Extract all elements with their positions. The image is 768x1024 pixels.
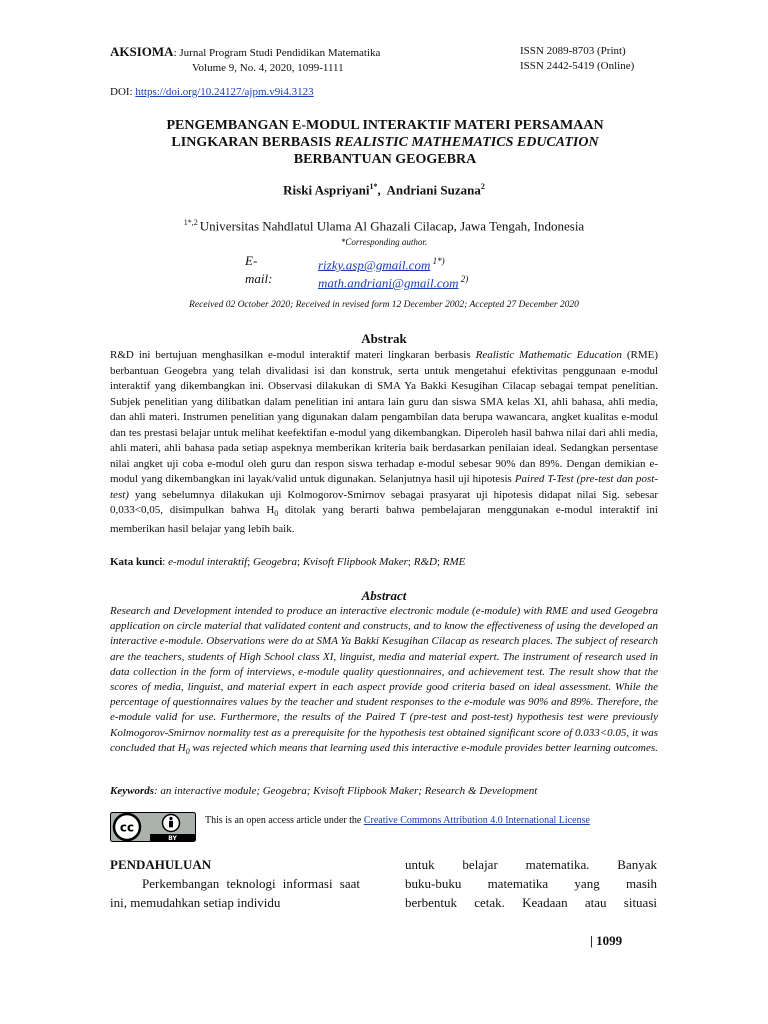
kata-kunci-semi: ; xyxy=(297,556,303,568)
abstrak-part-4: ditolak yang berarti bahwa pembelajaran menggunakan e-modul interaktif ini memberikan hasil belajar yang lebih baik. xyxy=(110,504,658,535)
journal-header-right xyxy=(520,44,634,74)
kata-kunci-semi: ; xyxy=(407,556,414,568)
intro-right-line-1: untuk belajar matematika. Banyak xyxy=(405,857,657,872)
cc-badge-text: cc xyxy=(119,820,135,835)
kata-kunci-2: Geogebra xyxy=(253,556,298,568)
cc-by-license-icon[interactable] xyxy=(110,812,196,842)
corresponding-author-note: *Corresponding author. xyxy=(340,237,428,247)
body-left-column xyxy=(110,855,360,912)
section-heading-pendahuluan: PENDAHULUAN xyxy=(110,857,212,872)
doi-label: DOI: xyxy=(110,86,136,98)
abstrak-part-2: (RME) berbantuan Geogebra yang telah divalidasi isi dan konstruk, serta untuk mengetahui efektivitas penggunaan e-modul interaktif yang dikembangkan ini. Observasi dilakukan di SMA Ya Bakki Kesugihan Cilacap sebagai tempat penelitian. Subjek penelitian yang dilibatkan dalam penelitian ini antara lain guru dan siswa SMA kelas XI, ahli bahasa, ahli media, dan ahli materi. Instrumen penelitian yang digunakan dalam pengambilan data berupa wawancara, angket kualitas e-modul dan tes prestasi belajar untuk melihat keefektifan e-modul yang dikembangkan. Diperoleh hasil bahwa nilai dari ahli media, ahli materi, ahli bahasa pada setiap aspeknya memberikan kriteria baik berdasarkan penilaian ideal. Sedangkan persentase nilai angket uji coba e-modul oleh guru dan respon siswa terhadap e-modul sebesar 90% dan 89%. Dengan demikian e-modul yang dikembangkan ini layak/valid untuk digunakan. Selanjutnya hasil uji hipotesis xyxy=(110,349,658,485)
intro-paragraph-left: Perkembangan teknologi informasi saat ini, memudahkan setiap individu xyxy=(110,876,360,910)
abstrak-italic-2: Paired T-Test (pre-test dan post-test) xyxy=(110,473,658,501)
abstrak-body xyxy=(110,348,658,537)
issn-online: ISSN 2442-5419 (Online) xyxy=(520,60,635,72)
author-2: Andriani Suzana xyxy=(386,182,481,198)
journal-header xyxy=(110,44,670,78)
kata-kunci-label: Kata kunci xyxy=(110,556,163,568)
kata-kunci-semi: ; xyxy=(247,556,254,568)
abstract-part-1: Research and Development intended to produce an interactive electronic module (e-module) with RME and used Geogebra application on circle material that validated content and constructs, and to know the effectiveness of using the developed an interactive e-module. Observations were do at SMA Ya Bakki Kesugihan Cilacap as research places. The subject of research are the teachers, students of High School class XI, linguist, media and material expert. The instrument of research used in data collection in the form of interviews, e-module quality questionnaires, and achievement test. The result show that the scores of media, linguist, and material expert in each aspect provide good criteria based on ideal assessment. While the percentage of questionnaires values by the teacher and student responses to the e-module was 90% and 89%. Therefore, the e-module valid for use. Furthermore, the results of the Paired T (pre-test and post-test) hypothesis test were previously Kolmogorov-Smirnov normality test as a prerequisite for the hypothesis test obtained significant score of 0.033<0.05, it was concluded that H xyxy=(110,605,658,754)
abstrak-sub: 0 xyxy=(274,509,279,519)
keywords xyxy=(110,785,658,797)
page-number: | 1099 xyxy=(590,933,623,948)
abstrak-part-1: R&D ini bertujuan menghasilkan e-modul interaktif materi lingkaran berbasis xyxy=(110,349,476,361)
email-label: E-mail: xyxy=(245,253,273,286)
affiliation xyxy=(0,218,768,234)
license-text: This is an open access article under the xyxy=(205,815,364,826)
abstrak-italic-1: Realistic Mathematic Education xyxy=(475,349,622,361)
intro-right-line-3: berbentuk cetak. Keadaan atau situasi xyxy=(405,895,657,910)
keywords-label: Keywords xyxy=(110,785,154,797)
authors xyxy=(0,182,768,198)
kata-kunci-5: RME xyxy=(442,556,466,568)
abstract-sub: 0 xyxy=(185,747,190,757)
title-line-1: PENGEMBANGAN E-MODUL INTERAKTIF MATERI PERSAMAAN xyxy=(166,118,604,133)
body-right-column xyxy=(405,855,657,912)
title-line-3: BERBANTUAN GEOGEBRA xyxy=(293,152,477,167)
email-2-link[interactable]: math.andriani@gmail.com xyxy=(318,275,459,291)
email-2-sup: 2) xyxy=(458,274,469,284)
kata-kunci-3: Kvisoft Flipbook Maker xyxy=(302,556,408,568)
kata-kunci-1: e-modul interaktif xyxy=(168,556,248,568)
journal-name: : Jurnal Program Studi Pendidikan Matematika xyxy=(173,47,381,59)
doi-line xyxy=(110,86,314,98)
journal-brand: AKSIOMA xyxy=(110,44,174,59)
email-1-link[interactable]: rizky.asp@gmail.com xyxy=(318,257,431,273)
author-separator: , xyxy=(377,182,387,198)
intro-right-line-2: buku-buku matematika yang masih xyxy=(405,876,657,891)
abstrak-part-3: yang sebelumnya dilakukan uji Kolmogorov-Smirnov sebagai prasyarat uji hipotesis didapat nilai Sig. sebesar 0,033<0,05, disimpulkan bahwa H xyxy=(110,488,658,516)
email-1-sup: 1*) xyxy=(430,256,445,266)
doi-link[interactable]: https://doi.org/10.24127/ajpm.v9i4.3123 xyxy=(135,86,314,98)
received-dates: Received 02 October 2020; Received in revised form 12 December 2002; Accepted 27 December 2020 xyxy=(189,300,579,310)
email-2-row xyxy=(318,270,468,292)
kata-kunci-sep: : xyxy=(162,556,169,568)
affiliation-sup: 1*,2 xyxy=(183,218,200,227)
title-line-2: LINGKARAN BERBASIS xyxy=(171,135,335,150)
license-line xyxy=(205,815,590,826)
affiliation-text: Universitas Nahdlatul Ulama Al Ghazali Cilacap, Jawa Tengah, Indonesia xyxy=(199,218,585,234)
by-badge-text: BY xyxy=(168,835,177,842)
kata-kunci-4: R&D xyxy=(413,556,437,568)
keywords-text: : an interactive module; Geogebra; Kvisoft Flipbook Maker; Research & Development xyxy=(154,785,538,797)
title-line-2-italic: REALISTIC MATHEMATICS EDUCATION xyxy=(334,135,599,150)
journal-volume: Volume 9, No. 4, 2020, 1099-1111 xyxy=(192,62,344,74)
author-1: Riski Aspriyani xyxy=(283,182,370,198)
author-2-sup: 2 xyxy=(480,182,485,191)
abstrak-heading: Abstrak xyxy=(361,331,407,346)
author-1-sup: 1* xyxy=(369,182,378,191)
kata-kunci xyxy=(110,556,658,568)
paper-title xyxy=(120,117,650,168)
license-link[interactable]: Creative Commons Attribution 4.0 International License xyxy=(363,815,590,826)
abstract-heading: Abstract xyxy=(361,588,407,603)
abstract-part-2: was rejected which means that learning used this interactive e-module provides better learning outcomes. xyxy=(189,741,658,754)
kata-kunci-semi: ; xyxy=(436,556,443,568)
abstract-body xyxy=(110,604,658,759)
journal-header-left xyxy=(110,44,380,76)
issn-print: ISSN 2089-8703 (Print) xyxy=(520,45,626,57)
